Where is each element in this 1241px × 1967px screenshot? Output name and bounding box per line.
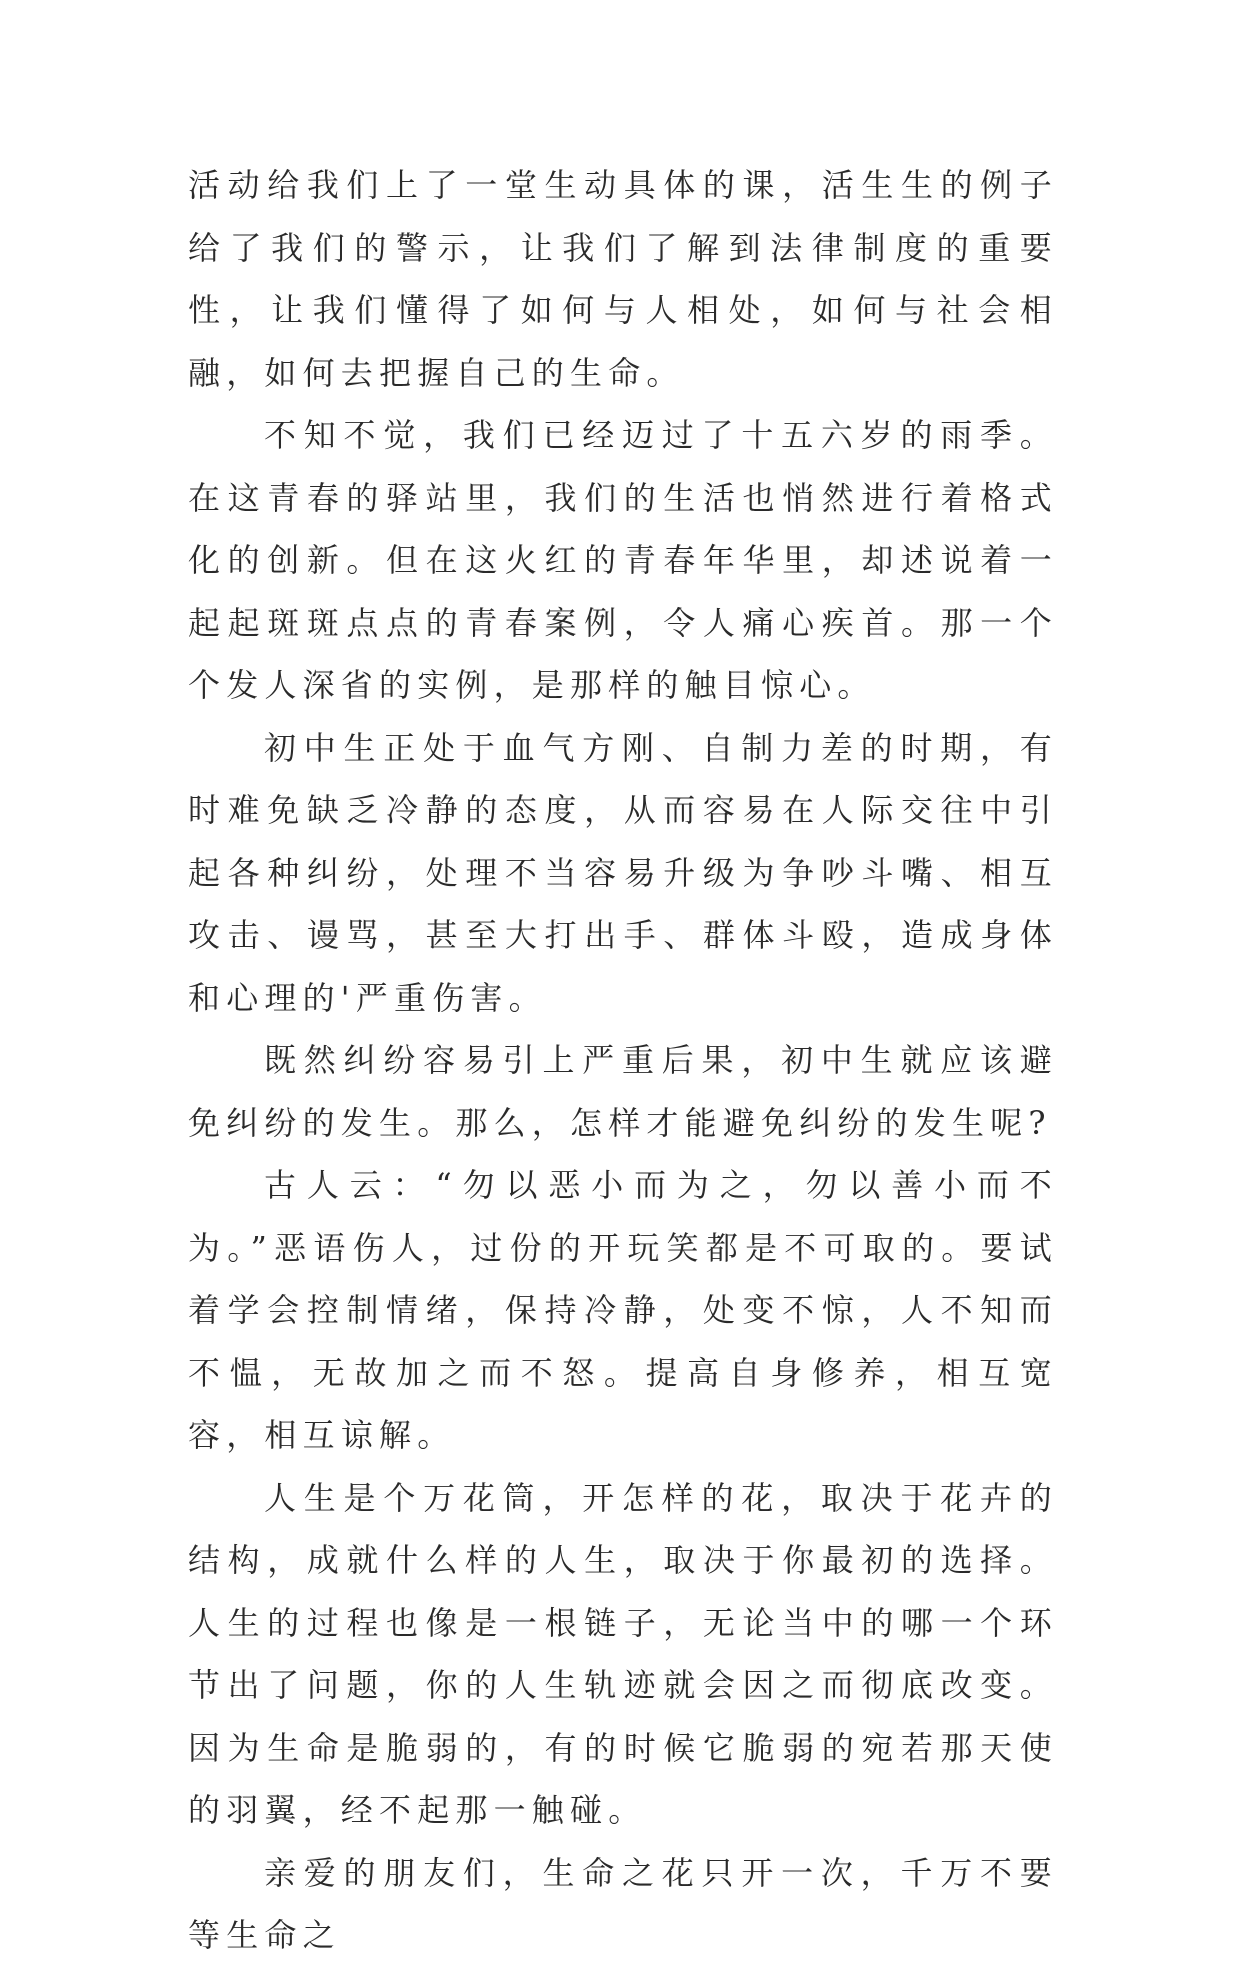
paragraph-5: 古人云：“勿以恶小而为之，勿以善小而不为。”恶语伤人，过份的开玩笑都是不可取的。要试着学会控制情绪，保持冷静，处变不惊，人不知而不愠，无故加之而不怒。提高自身修养，相互宽容，相互谅解。 [188,1166,1058,1454]
paragraph-1: 活动给我们上了一堂生动具体的课，活生生的例子给了我们的警示，让我们了解到法律制度的重要性，让我们懂得了如何与人相处，如何与社会相融，如何去把握自己的生命。 [188,166,1058,392]
paragraph-7: 亲爱的朋友们，生命之花只开一次，千万不要等生命之 [188,1853,1058,1954]
document-body [188,154,1058,1967]
paragraph-4: 既然纠纷容易引上严重后果，初中生就应该避免纠纷的发生。那么，怎样才能避免纠纷的发生呢? [188,1041,1058,1142]
paragraph-2: 不知不觉，我们已经迈过了十五六岁的雨季。在这青春的驿站里，我们的生活也悄然进行着格式化的创新。但在这火红的青春年华里，却述说着一起起斑斑点点的青春案例，令人痛心疾首。那一个个发人深省的实例，是那样的触目惊心。 [188,416,1058,704]
paragraph-3: 初中生正处于血气方刚、自制力差的时期，有时难免缺乏冷静的态度，从而容易在人际交往中引起各种纠纷，处理不当容易升级为争吵斗嘴、相互攻击、谩骂，甚至大打出手、群体斗殴，造成身体和心理的'严重伤害。 [188,728,1058,1017]
paragraph-6: 人生是个万花筒，开怎样的花，取决于花卉的结构，成就什么样的人生，取决于你最初的选择。人生的过程也像是一根链子，无论当中的哪一个环节出了问题，你的人生轨迹就会因之而彻底改变。因为生命是脆弱的，有的时候它脆弱的宛若那天使的羽翼，经不起那一触碰。 [188,1478,1058,1829]
